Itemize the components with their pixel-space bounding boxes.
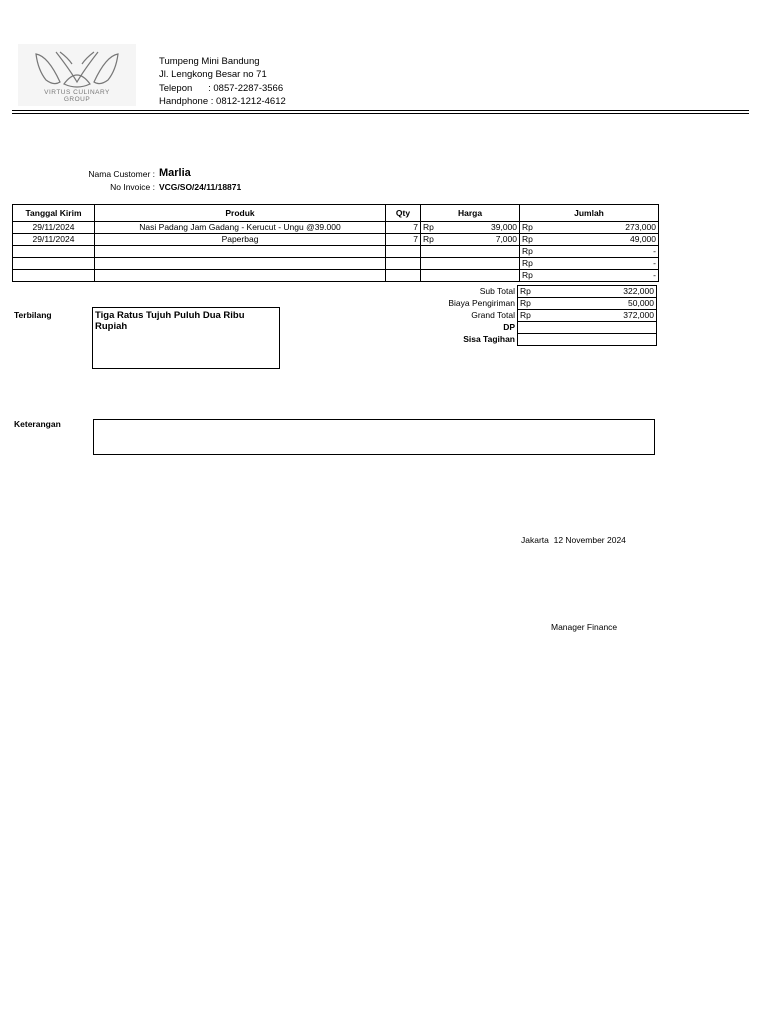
- cell-qty: 7: [386, 234, 421, 246]
- currency: Rp: [520, 286, 531, 296]
- invoice-number-label: No Invoice :: [110, 182, 155, 192]
- company-name: Tumpeng Mini Bandung: [159, 56, 260, 67]
- header-divider: [12, 110, 749, 111]
- company-info: [159, 55, 286, 108]
- shipping-value: [518, 298, 657, 310]
- header-price: Harga: [421, 205, 520, 222]
- cell-product: Paperbag: [95, 234, 386, 246]
- cell-price: [421, 222, 520, 234]
- cell-price: [421, 234, 520, 246]
- cell-total: [520, 270, 659, 282]
- currency: Rp: [522, 270, 533, 280]
- dp-label: DP: [503, 322, 515, 332]
- cell-qty: [386, 246, 421, 258]
- table-row: [13, 270, 659, 282]
- balance-label: Sisa Tagihan: [463, 334, 515, 344]
- cell-price: [421, 270, 520, 282]
- amount: -: [653, 258, 656, 268]
- company-handphone: Handphone : 0812-1212-4612: [159, 95, 286, 107]
- header-date: Tanggal Kirim: [13, 205, 95, 222]
- customer-name: Marlia: [159, 167, 191, 179]
- amount: -: [653, 246, 656, 256]
- table-row: [13, 246, 659, 258]
- currency: Rp: [520, 298, 531, 308]
- cell-total: [520, 234, 659, 246]
- shipping-row: [420, 298, 657, 310]
- amount: 322,000: [623, 286, 654, 296]
- cell-product: [95, 258, 386, 270]
- signer-title: Manager Finance: [551, 622, 618, 632]
- table-row: [13, 258, 659, 270]
- amount: 372,000: [623, 310, 654, 320]
- grand-total-label: Grand Total: [471, 310, 515, 320]
- table-row: [13, 222, 659, 234]
- amount: 39,000: [491, 222, 517, 232]
- currency: Rp: [522, 258, 533, 268]
- subtotal-label: Sub Total: [479, 286, 515, 296]
- amount: 50,000: [628, 298, 654, 308]
- cell-total: [520, 258, 659, 270]
- invoice-number: VCG/SO/24/11/18871: [159, 182, 242, 192]
- cell-price: [421, 258, 520, 270]
- cell-product: [95, 246, 386, 258]
- balance-value: [518, 334, 657, 346]
- currency: Rp: [522, 234, 533, 244]
- header-divider-second: [12, 113, 749, 114]
- cell-total: [520, 246, 659, 258]
- keterangan-box: [93, 419, 655, 455]
- currency: Rp: [423, 234, 434, 244]
- amount: 49,000: [630, 234, 656, 244]
- summary-table: [420, 285, 657, 346]
- cell-product: Nasi Padang Jam Gadang - Kerucut - Ungu @39.000: [95, 222, 386, 234]
- shipping-label: Biaya Pengiriman: [448, 298, 515, 308]
- currency: Rp: [522, 246, 533, 256]
- dp-value: [518, 322, 657, 334]
- cell-total: [520, 222, 659, 234]
- subtotal-row: [420, 286, 657, 298]
- cell-product: [95, 270, 386, 282]
- cell-qty: [386, 270, 421, 282]
- place-date: Jakarta 12 November 2024: [521, 535, 626, 545]
- terbilang-label: Terbilang: [14, 310, 52, 320]
- keterangan-label: Keterangan: [14, 419, 61, 429]
- cell-price: [421, 246, 520, 258]
- grand-total-row: [420, 310, 657, 322]
- cell-date: [13, 246, 95, 258]
- amount: 7,000: [495, 234, 517, 244]
- amount: -: [653, 270, 656, 280]
- dp-row: [420, 322, 657, 334]
- cell-date: [13, 258, 95, 270]
- company-logo: [18, 44, 136, 106]
- cell-qty: [386, 258, 421, 270]
- invoice-items-table: [12, 204, 659, 282]
- table-row: [13, 234, 659, 246]
- logo-text-line1: VIRTUS CULINARY: [44, 89, 110, 96]
- amount: 273,000: [625, 222, 656, 232]
- header-product: Produk: [95, 205, 386, 222]
- subtotal-value: [518, 286, 657, 298]
- header-total: Jumlah: [520, 205, 659, 222]
- logo-text-line2: GROUP: [63, 96, 91, 103]
- cell-date: 29/11/2024: [13, 222, 95, 234]
- currency: Rp: [423, 222, 434, 232]
- terbilang-box: Tiga Ratus Tujuh Puluh Dua Ribu Rupiah: [92, 307, 280, 369]
- company-address: Jl. Lengkong Besar no 71: [159, 69, 267, 81]
- company-phone: Telepon : 0857-2287-3566: [159, 82, 284, 94]
- grand-total-value: [518, 310, 657, 322]
- cell-qty: 7: [386, 222, 421, 234]
- table-header-row: [13, 205, 659, 222]
- currency: Rp: [522, 222, 533, 232]
- cell-date: [13, 270, 95, 282]
- balance-row: [420, 334, 657, 346]
- currency: Rp: [520, 310, 531, 320]
- header-qty: Qty: [386, 205, 421, 222]
- customer-name-label: Nama Customer :: [88, 169, 155, 179]
- cell-date: 29/11/2024: [13, 234, 95, 246]
